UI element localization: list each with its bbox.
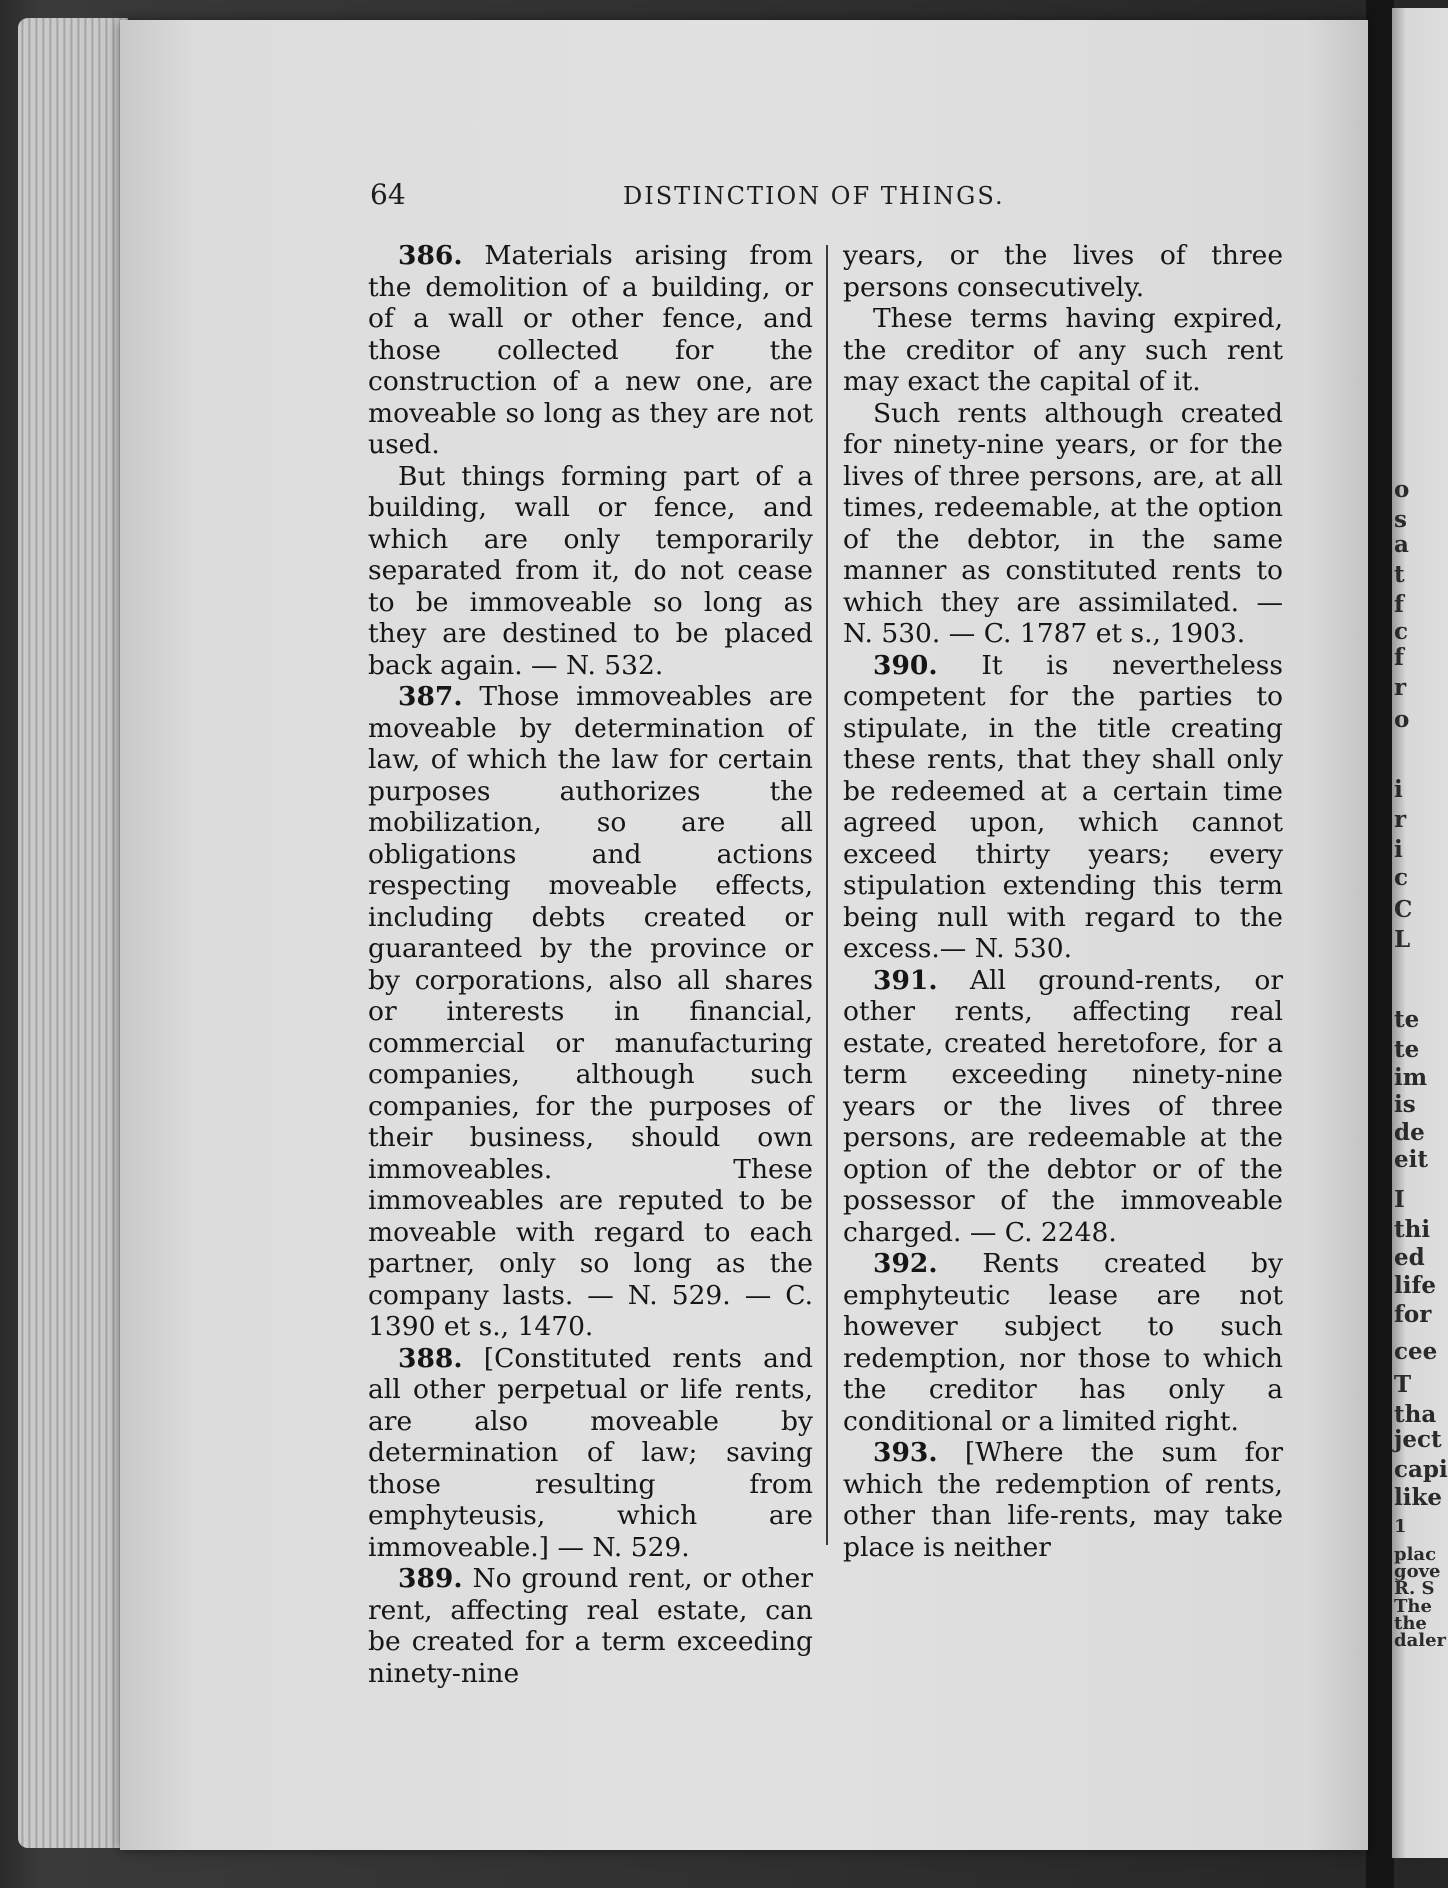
paragraph-text: Such rents although created for ninety-nine years, or for the lives of three persons, are, at all times, redeemable, at the option of the debtor, in the same manner as constituted rents to which they are assimilated. — N. 530. — C. 1787 et s., 1903. xyxy=(843,397,1283,649)
article-number: 388. xyxy=(398,1342,463,1374)
paragraph xyxy=(843,240,1283,303)
facing-page-fragment: r xyxy=(1394,674,1407,701)
article-number: 392. xyxy=(873,1248,938,1279)
paragraph-text: It is nevertheless competent for the parties to stipulate, in the title creating these rents, that they shall only be redeemed at a certain time agreed upon, which cannot exceed thirty years; every stipulation extending this term being null with regard to the excess.— N. 530. xyxy=(843,649,1283,964)
paragraph-text: [Constituted rents and all other perpetual or life rents, are also moveable by determination of law; saving those resulting from emphyteusis, which are immoveable.] — N. 529. xyxy=(368,1342,813,1563)
facing-page-fragment: I xyxy=(1394,1186,1405,1213)
facing-page-fragment: i xyxy=(1394,836,1403,863)
article-number: 391. xyxy=(873,964,938,996)
page-edges xyxy=(18,18,128,1848)
paragraph-text: Those immoveables are moveable by determination of law, of which the law for certain purposes authorizes the mobilization, so are all obligations and actions respecting moveable effects, including debts created or guaranteed by the province or by corporations, also all shares or interests in financial, commercial or manufacturing companies, although such companies, for the purposes of their business, should own immoveables. These immoveables are reputed to be moveable with regard to each partner, only so long as the company lasts. — N. 529. — C. 1390 et s., 1470. xyxy=(368,681,813,1342)
facing-page-fragment: thi xyxy=(1394,1216,1431,1243)
right-column xyxy=(843,240,1283,1563)
article-number: 386. xyxy=(398,240,463,271)
facing-page-fragment: is xyxy=(1394,1091,1416,1118)
facing-page-fragment: 1 xyxy=(1394,1516,1407,1537)
facing-page-fragment: s xyxy=(1394,506,1407,533)
facing-page-fragment: for xyxy=(1394,1301,1432,1328)
article-number: 393. xyxy=(873,1437,938,1468)
facing-page-fragment: im xyxy=(1394,1064,1428,1091)
paragraph-text: years, or the lives of three persons consecutively. xyxy=(843,240,1283,303)
column-rule xyxy=(826,245,828,1545)
facing-page-fragment: daler xyxy=(1394,1630,1447,1651)
facing-page-fragment: L xyxy=(1394,926,1411,953)
facing-page-fragment: ject xyxy=(1394,1426,1442,1453)
facing-page-fragment: the xyxy=(1394,1613,1427,1634)
paragraph xyxy=(843,398,1283,650)
facing-page-fragment: cee xyxy=(1394,1338,1438,1365)
facing-page-fragment: The xyxy=(1394,1596,1432,1617)
facing-page-fragment: c xyxy=(1394,864,1409,891)
paragraph xyxy=(843,650,1283,965)
facing-page-fragment: plac xyxy=(1394,1544,1437,1565)
facing-page-fragment: de xyxy=(1394,1119,1425,1146)
paragraph xyxy=(843,303,1283,398)
paragraph xyxy=(368,681,813,1343)
book-spine xyxy=(1366,0,1394,1888)
facing-page xyxy=(1392,8,1448,1858)
facing-page-fragment: te xyxy=(1394,1036,1420,1063)
facing-page-fragment: o xyxy=(1394,706,1410,733)
paragraph-text: Rents created by emphyteutic lease are not however subject to such redemption, nor those to which the creditor has only a conditional or a limited right. xyxy=(843,1248,1283,1437)
facing-page-fragment: f xyxy=(1394,591,1404,618)
paragraph xyxy=(368,240,813,461)
paragraph xyxy=(843,965,1283,1249)
paragraph xyxy=(843,1437,1283,1563)
paragraph xyxy=(368,1563,813,1689)
facing-page-fragment: r xyxy=(1394,806,1407,833)
facing-page-fragment: gove xyxy=(1394,1561,1441,1582)
article-number: 390. xyxy=(873,649,938,681)
paragraph-text: Materials arising from the demolition of a building, or of a wall or other fence, and those collected for the construction of a new one, are moveable so long as they are not used. xyxy=(368,240,813,460)
facing-page-fragment: t xyxy=(1394,561,1405,588)
facing-page-fragment: c xyxy=(1394,618,1409,645)
facing-page-fragment: a xyxy=(1394,531,1409,558)
paragraph xyxy=(368,461,813,682)
facing-page-fragment: tha xyxy=(1394,1401,1437,1428)
facing-page-fragment: ed xyxy=(1394,1244,1425,1271)
paragraph xyxy=(843,1248,1283,1437)
paragraph xyxy=(368,1343,813,1564)
facing-page-fragment: te xyxy=(1394,1006,1420,1033)
paragraph-text: All ground-rents, or other rents, affecting real estate, created heretofore, for a term exceeding ninety-nine years or the lives of three persons, are redeemable at the option of the debtor or of the possessor of the immoveable charged. — C. 2248. xyxy=(843,964,1283,1248)
paragraph-text: But things forming part of a building, wall or fence, and which are only temporarily separated from it, do not cease to be immoveable so long as they are destined to be placed back again. — N. 532. xyxy=(368,460,813,681)
facing-page-fragment: capi xyxy=(1394,1456,1448,1483)
facing-page-fragment: o xyxy=(1394,476,1410,503)
running-title: DISTINCTION OF THINGS. xyxy=(623,182,1005,210)
facing-page-fragment: eit xyxy=(1394,1146,1428,1173)
facing-page-fragment: life xyxy=(1394,1272,1437,1299)
paragraph-text: These terms having expired, the creditor of any such rent may exact the capital of it. xyxy=(843,303,1283,397)
paragraph-text: No ground rent, or other rent, affecting real estate, can be created for a term exceeding ninety-nine xyxy=(368,1563,813,1689)
facing-page-fragment: like xyxy=(1394,1484,1443,1511)
facing-page-fragment: R. S xyxy=(1394,1578,1435,1599)
page-number: 64 xyxy=(370,178,406,211)
article-number: 389. xyxy=(398,1563,463,1594)
facing-page-fragment: T xyxy=(1394,1371,1412,1398)
facing-page-fragment: i xyxy=(1394,776,1403,803)
article-number: 387. xyxy=(398,681,463,712)
left-column xyxy=(368,240,813,1689)
facing-page-fragment: f xyxy=(1394,644,1404,671)
facing-page-fragment: C xyxy=(1394,896,1413,923)
page-header xyxy=(370,178,1020,212)
paragraph-text: [Where the sum for which the redemption of rents, other than life-rents, may take place is neither xyxy=(843,1437,1283,1563)
